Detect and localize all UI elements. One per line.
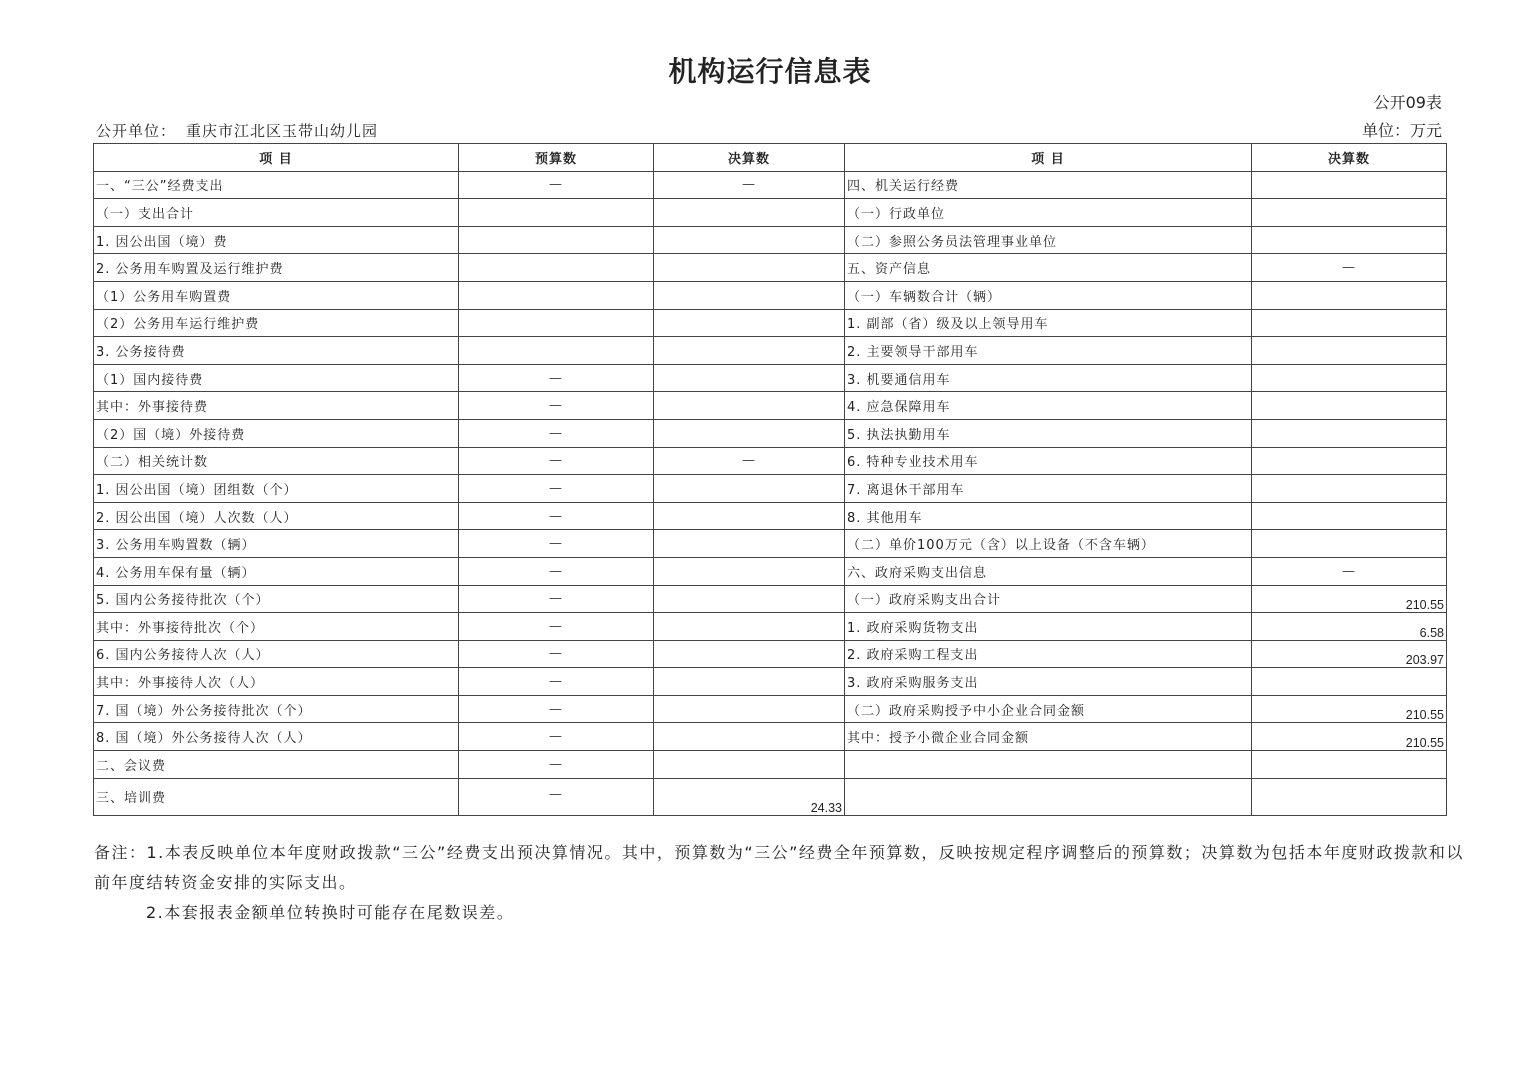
table-row [94, 530, 1447, 558]
right-final-cell [1252, 502, 1447, 530]
budget-cell: — [459, 502, 654, 530]
table-row [94, 557, 1447, 585]
right-final-cell: 203.97 [1252, 640, 1447, 668]
table-header-row [94, 144, 1447, 172]
budget-cell [459, 281, 654, 309]
page-title: 机构运行信息表 [668, 55, 872, 88]
right-final-cell [1252, 226, 1447, 254]
row-label: 2. 因公出国（境）人次数（人） [94, 502, 459, 530]
table-row [94, 640, 1447, 668]
table-row [94, 281, 1447, 309]
row-label: 其中：外事接待费 [94, 392, 459, 420]
table-row [94, 419, 1447, 447]
budget-cell: — [459, 723, 654, 751]
table-row [94, 751, 1447, 779]
right-final-cell: 210.55 [1252, 723, 1447, 751]
budget-cell [459, 254, 654, 282]
final-cell [654, 309, 845, 337]
table-row [94, 613, 1447, 641]
row-label: 二、会议费 [94, 751, 459, 779]
row-label: 一、“三公”经费支出 [94, 171, 459, 199]
budget-cell: — [459, 557, 654, 585]
final-cell [654, 254, 845, 282]
table-row [94, 502, 1447, 530]
budget-cell: — [459, 364, 654, 392]
right-row-label: 1. 政府采购货物支出 [845, 613, 1252, 641]
final-cell: 24.33 [654, 778, 845, 815]
right-final-cell [1252, 475, 1447, 503]
budget-cell: — [459, 640, 654, 668]
budget-cell: — [459, 392, 654, 420]
header-final-right: 决算数 [1252, 144, 1447, 172]
right-final-cell [1252, 419, 1447, 447]
row-label: 1. 因公出国（境）费 [94, 226, 459, 254]
right-final-cell [1252, 171, 1447, 199]
right-row-label: （一）政府采购支出合计 [845, 585, 1252, 613]
budget-cell [459, 309, 654, 337]
row-label: 8. 国（境）外公务接待人次（人） [94, 723, 459, 751]
budget-cell: — [459, 778, 654, 815]
budget-cell: — [459, 585, 654, 613]
note-line-1: 备注：1.本表反映单位本年度财政拨款“三公”经费支出预决算情况。其中，预算数为“三公”经费全年预算数，反映按规定程序调整后的预算数；决算数为包括本年度财政拨款和以前年度结转资金安排的实际支出。 [94, 843, 1464, 892]
final-cell [654, 364, 845, 392]
table-row [94, 392, 1447, 420]
row-label: 1. 因公出国（境）团组数（个） [94, 475, 459, 503]
right-final-cell [1252, 751, 1447, 779]
right-row-label: 3. 政府采购服务支出 [845, 668, 1252, 696]
final-cell [654, 557, 845, 585]
budget-cell: — [459, 475, 654, 503]
right-row-label: 其中：授予小微企业合同金额 [845, 723, 1252, 751]
table-row [94, 254, 1447, 282]
budget-cell: — [459, 668, 654, 696]
right-final-cell [1252, 668, 1447, 696]
right-row-label: 2. 政府采购工程支出 [845, 640, 1252, 668]
table-row [94, 668, 1447, 696]
row-label: 7. 国（境）外公务接待批次（个） [94, 695, 459, 723]
row-label: 三、培训费 [94, 778, 459, 815]
right-row-label [845, 751, 1252, 779]
final-cell [654, 419, 845, 447]
right-row-label: 2. 主要领导干部用车 [845, 337, 1252, 365]
right-row-label: （二）政府采购授予中小企业合同金额 [845, 695, 1252, 723]
table-row [94, 695, 1447, 723]
final-cell: — [654, 447, 845, 475]
right-row-label: （二）参照公务员法管理事业单位 [845, 226, 1252, 254]
right-final-cell [1252, 337, 1447, 365]
right-row-label: 8. 其他用车 [845, 502, 1252, 530]
header-budget: 预算数 [459, 144, 654, 172]
row-label: （一）支出合计 [94, 199, 459, 227]
budget-cell [459, 337, 654, 365]
budget-cell: — [459, 530, 654, 558]
row-label: 3. 公务接待费 [94, 337, 459, 365]
right-final-cell [1252, 281, 1447, 309]
table-number: 公开09表 [1373, 93, 1442, 112]
right-final-cell [1252, 364, 1447, 392]
row-label: （1）国内接待费 [94, 364, 459, 392]
row-label: 6. 国内公务接待人次（人） [94, 640, 459, 668]
row-label: 5. 国内公务接待批次（个） [94, 585, 459, 613]
right-final-cell [1252, 530, 1447, 558]
right-row-label: 1. 副部（省）级及以上领导用车 [845, 309, 1252, 337]
budget-cell: — [459, 171, 654, 199]
right-row-label: 五、资产信息 [845, 254, 1252, 282]
right-row-label: （一）车辆数合计（辆） [845, 281, 1252, 309]
reporting-organization [96, 120, 388, 141]
right-row-label [845, 778, 1252, 815]
right-row-label: 6. 特种专业技术用车 [845, 447, 1252, 475]
right-final-cell [1252, 447, 1447, 475]
right-row-label: （二）单价100万元（含）以上设备（不含车辆） [845, 530, 1252, 558]
budget-cell [459, 199, 654, 227]
right-row-label: 3. 机要通信用车 [845, 364, 1252, 392]
final-cell [654, 668, 845, 696]
org-label: 公开单位： [96, 122, 177, 140]
right-row-label: （一）行政单位 [845, 199, 1252, 227]
table-row [94, 475, 1447, 503]
final-cell [654, 585, 845, 613]
row-label: （2）公务用车运行维护费 [94, 309, 459, 337]
right-final-cell [1252, 309, 1447, 337]
right-final-cell: 210.55 [1252, 585, 1447, 613]
final-cell [654, 199, 845, 227]
final-cell [654, 695, 845, 723]
table-row [94, 171, 1447, 199]
right-row-label: 四、机关运行经费 [845, 171, 1252, 199]
info-table [93, 143, 1447, 816]
row-label: 其中：外事接待批次（个） [94, 613, 459, 641]
budget-cell: — [459, 695, 654, 723]
row-label: 4. 公务用车保有量（辆） [94, 557, 459, 585]
final-cell [654, 337, 845, 365]
currency-unit: 单位：万元 [1361, 121, 1442, 140]
header-item-right: 项 目 [845, 144, 1252, 172]
right-final-cell [1252, 199, 1447, 227]
note-line-2: 2.本套报表金额单位转换时可能存在尾数误差。 [146, 903, 515, 922]
right-row-label: 六、政府采购支出信息 [845, 557, 1252, 585]
table-row [94, 199, 1447, 227]
row-label: （二）相关统计数 [94, 447, 459, 475]
budget-cell: — [459, 613, 654, 641]
final-cell [654, 723, 845, 751]
final-cell [654, 613, 845, 641]
row-label: （1）公务用车购置费 [94, 281, 459, 309]
right-final-cell: 6.58 [1252, 613, 1447, 641]
right-final-cell [1252, 778, 1447, 815]
final-cell: — [654, 171, 845, 199]
final-cell [654, 640, 845, 668]
final-cell [654, 502, 845, 530]
header-final: 决算数 [654, 144, 845, 172]
table-row [94, 226, 1447, 254]
right-row-label: 7. 离退休干部用车 [845, 475, 1252, 503]
table-row [94, 337, 1447, 365]
right-row-label: 4. 应急保障用车 [845, 392, 1252, 420]
budget-cell: — [459, 447, 654, 475]
table-note [94, 838, 1474, 928]
row-label: 3. 公务用车购置数（辆） [94, 530, 459, 558]
row-label: 其中：外事接待人次（人） [94, 668, 459, 696]
final-cell [654, 751, 845, 779]
budget-cell: — [459, 419, 654, 447]
right-final-cell: 210.55 [1252, 695, 1447, 723]
table-row [94, 585, 1447, 613]
final-cell [654, 226, 845, 254]
table-row [94, 778, 1447, 815]
header-item: 项 目 [94, 144, 459, 172]
table-row [94, 723, 1447, 751]
row-label: 2. 公务用车购置及运行维护费 [94, 254, 459, 282]
table-row [94, 309, 1447, 337]
right-final-cell: — [1252, 557, 1447, 585]
table-row [94, 364, 1447, 392]
table-row [94, 447, 1447, 475]
budget-cell [459, 226, 654, 254]
final-cell [654, 392, 845, 420]
final-cell [654, 475, 845, 503]
final-cell [654, 530, 845, 558]
row-label: （2）国（境）外接待费 [94, 419, 459, 447]
org-name: 重庆市江北区玉带山幼儿园 [186, 122, 379, 140]
right-row-label: 5. 执法执勤用车 [845, 419, 1252, 447]
right-final-cell [1252, 392, 1447, 420]
budget-cell: — [459, 751, 654, 779]
final-cell [654, 281, 845, 309]
right-final-cell: — [1252, 254, 1447, 282]
